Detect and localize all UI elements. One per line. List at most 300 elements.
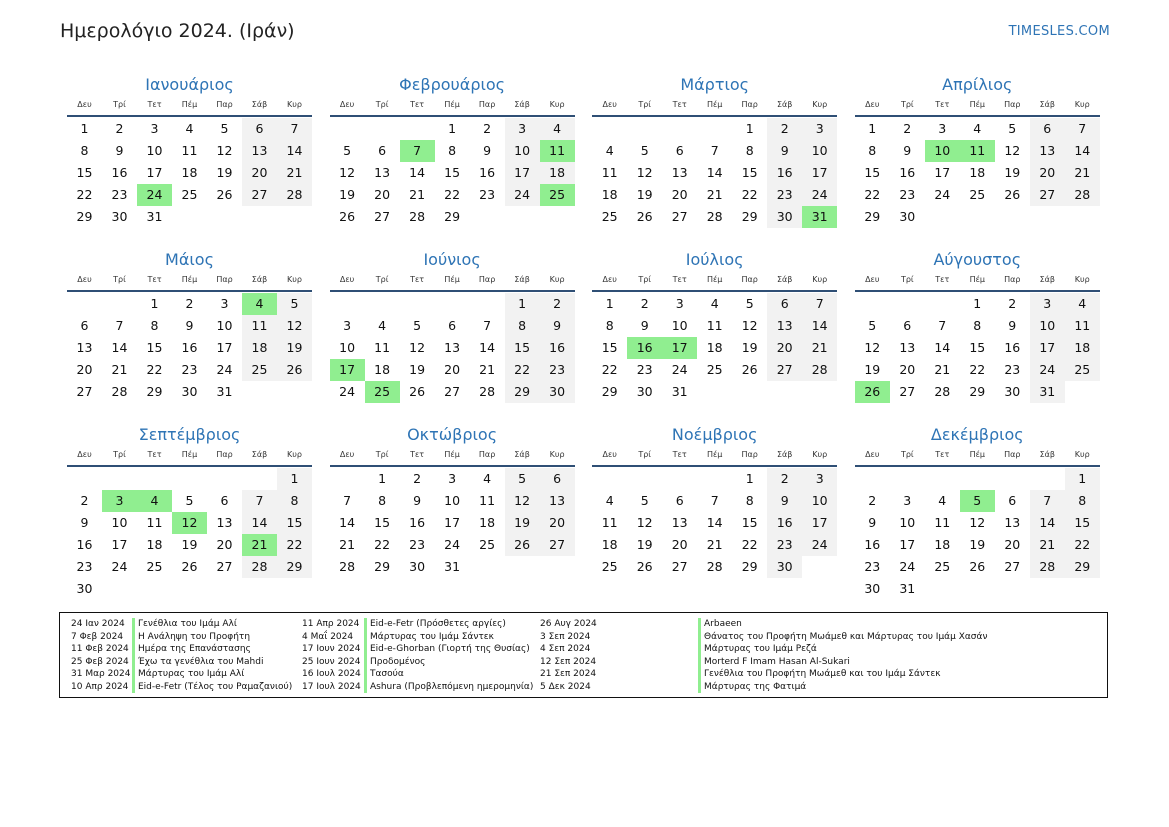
day-cell: 3	[150, 121, 159, 136]
holiday-date: 17 Ιουν 2024	[302, 644, 361, 654]
day-cell: 25	[601, 559, 618, 574]
day-cell: 1	[605, 296, 614, 311]
day-cell: 12	[277, 315, 312, 337]
day-cell: 2	[767, 468, 802, 490]
day-cell: 18	[146, 537, 163, 552]
day-cell: 26	[636, 209, 653, 224]
day-cell: 27	[671, 559, 688, 574]
day-cell: 30	[767, 206, 802, 228]
day-cell: 15	[374, 515, 391, 530]
day-cell: 2	[115, 121, 124, 136]
day-cell: 25	[146, 559, 163, 574]
day-cell: 17	[899, 537, 916, 552]
day-cell: 5	[868, 318, 877, 333]
empty-cell	[102, 468, 137, 490]
day-cell: 17	[802, 512, 837, 534]
day-cell: 3	[343, 318, 352, 333]
weekday-label: Κυρ	[549, 275, 565, 284]
month-block	[855, 74, 1100, 249]
weekday-label: Σάβ	[776, 100, 793, 109]
weekday-label: Τετ	[935, 100, 950, 109]
day-cell: 31	[899, 581, 916, 596]
empty-cell	[207, 468, 242, 490]
holiday-date: 5 Δεκ 2024	[540, 681, 591, 692]
weekday-label: Δευ	[865, 100, 880, 109]
day-cell: 18	[479, 515, 496, 530]
day-cell: 14	[802, 315, 837, 337]
day-cell: 4	[483, 471, 492, 486]
holiday-day-cell: 31	[802, 206, 837, 228]
holiday-name: Τασούα	[364, 668, 533, 681]
weekday-label: Δευ	[77, 450, 92, 459]
day-cell: 20	[767, 337, 802, 359]
day-cell: 27	[76, 384, 93, 399]
day-cell: 21	[706, 187, 723, 202]
day-cell: 5	[413, 318, 422, 333]
weekday-label: Τετ	[147, 275, 162, 284]
month-name: Μάρτιος	[680, 75, 750, 94]
day-cell: 20	[374, 187, 391, 202]
day-cell: 21	[339, 537, 356, 552]
days-grid	[67, 118, 312, 228]
day-cell: 4	[710, 296, 719, 311]
day-cell: 22	[277, 534, 312, 556]
day-cell: 8	[448, 143, 457, 158]
day-cell: 4	[540, 118, 575, 140]
day-cell: 30	[111, 209, 128, 224]
day-cell: 7	[938, 318, 947, 333]
day-cell: 4	[605, 493, 614, 508]
day-cell: 14	[1030, 512, 1065, 534]
weekday-label: Τρί	[638, 100, 652, 109]
day-cell: 10	[1030, 315, 1065, 337]
day-cell: 19	[505, 512, 540, 534]
day-cell: 2	[80, 493, 89, 508]
day-cell: 13	[671, 165, 688, 180]
day-cell: 7	[802, 293, 837, 315]
empty-cell	[855, 293, 890, 315]
day-cell: 28	[1065, 184, 1100, 206]
day-cell: 27	[1030, 184, 1065, 206]
day-cell: 29	[864, 209, 881, 224]
day-cell: 3	[448, 471, 457, 486]
empty-cell	[627, 468, 662, 490]
holiday-day-cell: 11	[540, 140, 575, 162]
holidays-box	[59, 612, 1108, 698]
holiday-names-column	[364, 618, 533, 693]
holiday-date: 25 Φεβ 2024	[71, 656, 129, 667]
holiday-dates-column	[71, 618, 131, 693]
holiday-name: Μάρτυρας της Φατιμά	[698, 681, 987, 694]
day-cell: 6	[242, 118, 277, 140]
weekday-label: Τετ	[935, 450, 950, 459]
day-cell: 19	[339, 187, 356, 202]
day-cell: 3	[802, 468, 837, 490]
day-cell: 12	[636, 515, 653, 530]
holiday-name: Eid-e-Fetr (Πρόσθετες αργίες)	[364, 618, 533, 631]
days-grid	[855, 468, 1100, 600]
day-cell: 27	[899, 384, 916, 399]
day-cell: 12	[864, 340, 881, 355]
day-cell: 21	[802, 337, 837, 359]
site-link[interactable]: TIMESLES.COM	[1008, 24, 1110, 39]
day-cell: 19	[636, 537, 653, 552]
weekday-header	[592, 97, 837, 117]
weekday-header	[855, 447, 1100, 467]
weekday-label: Δευ	[339, 100, 355, 109]
day-cell: 16	[864, 537, 881, 552]
day-cell: 1	[505, 293, 540, 315]
day-cell: 8	[505, 315, 540, 337]
day-cell: 11	[242, 315, 277, 337]
weekday-label: Κυρ	[287, 100, 302, 109]
day-cell: 28	[111, 384, 128, 399]
day-cell: 19	[969, 537, 986, 552]
days-grid	[592, 118, 837, 228]
day-cell: 11	[934, 515, 951, 530]
holiday-day-cell: 21	[242, 534, 277, 556]
day-cell: 18	[374, 362, 391, 377]
day-cell: 14	[339, 515, 356, 530]
day-cell: 15	[969, 340, 986, 355]
day-cell: 22	[146, 362, 163, 377]
day-cell: 11	[1065, 315, 1100, 337]
empty-cell	[627, 118, 662, 140]
holiday-name: Ashura (Προβλεπόμενη ημερομηνία)	[364, 681, 533, 694]
day-cell: 4	[1065, 293, 1100, 315]
day-cell: 16	[479, 165, 496, 180]
day-cell: 19	[216, 165, 233, 180]
day-cell: 10	[146, 143, 163, 158]
day-cell: 28	[706, 209, 723, 224]
weekday-label: Τρί	[375, 450, 389, 459]
day-cell: 15	[601, 340, 618, 355]
day-cell: 18	[969, 165, 986, 180]
day-cell: 13	[1030, 140, 1065, 162]
holiday-name: Έχω τα γενέθλια του Mahdi	[132, 656, 292, 669]
day-cell: 22	[601, 362, 618, 377]
day-cell: 20	[899, 362, 916, 377]
weekday-label: Σάβ	[251, 100, 268, 109]
day-cell: 13	[216, 515, 233, 530]
holiday-day-cell: 3	[102, 490, 137, 512]
day-cell: 23	[899, 187, 916, 202]
weekday-label: Σάβ	[514, 100, 530, 109]
day-cell: 25	[706, 362, 723, 377]
day-cell: 15	[505, 337, 540, 359]
day-cell: 29	[741, 559, 758, 574]
empty-cell	[172, 468, 207, 490]
weekday-label: Δευ	[602, 450, 617, 459]
holiday-day-cell: 7	[400, 140, 435, 162]
day-cell: 25	[242, 359, 277, 381]
day-cell: 6	[540, 468, 575, 490]
holiday-day-cell: 5	[960, 490, 995, 512]
day-cell: 13	[76, 340, 93, 355]
day-cell: 28	[277, 184, 312, 206]
holiday-day-cell: 10	[925, 140, 960, 162]
day-cell: 7	[1030, 490, 1065, 512]
day-cell: 13	[767, 315, 802, 337]
holiday-day-cell: 25	[540, 184, 575, 206]
day-cell: 28	[1030, 556, 1065, 578]
weekday-label: Σάβ	[776, 450, 793, 459]
weekday-label: Δευ	[77, 100, 92, 109]
weekday-label: Τετ	[672, 450, 687, 459]
day-cell: 14	[409, 165, 426, 180]
day-cell: 26	[1004, 187, 1021, 202]
day-cell: 28	[802, 359, 837, 381]
month-block	[592, 74, 837, 249]
day-cell: 14	[706, 165, 723, 180]
day-cell: 7	[710, 143, 719, 158]
day-cell: 13	[540, 490, 575, 512]
holiday-name: Morterd F Imam Hasan Al-Sukari	[698, 656, 987, 669]
day-cell: 20	[671, 187, 688, 202]
day-cell: 30	[864, 581, 881, 596]
day-cell: 12	[505, 490, 540, 512]
weekday-label: Πέμ	[444, 100, 460, 109]
day-cell: 24	[444, 537, 461, 552]
holiday-name: Θάνατος του Προφήτη Μωάμεθ και Μάρτυρας του Ιμάμ Χασάν	[698, 631, 987, 644]
day-cell: 4	[938, 493, 947, 508]
holiday-date: 24 Ιαν 2024	[71, 619, 125, 629]
month-name: Σεπτέμβριος	[138, 425, 241, 444]
day-cell: 15	[741, 515, 758, 530]
weekday-label: Τετ	[672, 100, 687, 109]
holiday-date: 16 Ιουλ 2024	[302, 669, 361, 679]
holiday-name: Eid-e-Fetr (Τέλος του Ραμαζανιού)	[132, 681, 292, 694]
day-cell: 19	[864, 362, 881, 377]
empty-cell	[662, 118, 697, 140]
day-cell: 26	[505, 534, 540, 556]
day-cell: 5	[185, 493, 194, 508]
day-cell: 11	[706, 318, 723, 333]
day-cell: 2	[868, 493, 877, 508]
day-cell: 22	[1065, 534, 1100, 556]
weekday-label: Παρ	[741, 100, 758, 109]
day-cell: 21	[1065, 162, 1100, 184]
empty-cell	[592, 118, 627, 140]
month-name: Αύγουστος	[933, 250, 1022, 269]
day-cell: 8	[277, 490, 312, 512]
day-cell: 8	[378, 493, 387, 508]
weekday-label: Τετ	[410, 450, 425, 459]
holiday-name: Γενέθλια του Ιμάμ Αλί	[132, 618, 292, 631]
day-cell: 18	[601, 537, 618, 552]
day-cell: 11	[601, 515, 618, 530]
empty-cell	[855, 468, 890, 490]
day-cell: 9	[767, 490, 802, 512]
day-cell: 14	[242, 512, 277, 534]
weekday-label: Παρ	[216, 450, 233, 459]
weekday-label: Κυρ	[1074, 275, 1090, 284]
day-cell: 29	[969, 384, 986, 399]
day-cell: 16	[1004, 340, 1021, 355]
day-cell: 24	[934, 187, 951, 202]
day-cell: 17	[146, 165, 163, 180]
day-cell: 29	[277, 556, 312, 578]
day-cell: 15	[741, 165, 758, 180]
empty-cell	[365, 293, 400, 315]
holiday-date: 4 Μαΐ 2024	[302, 631, 354, 642]
day-cell: 14	[1065, 140, 1100, 162]
day-cell: 10	[505, 140, 540, 162]
weekday-label: Κυρ	[812, 450, 828, 459]
empty-cell	[67, 293, 102, 315]
day-cell: 19	[409, 362, 426, 377]
day-cell: 22	[969, 362, 986, 377]
day-cell: 17	[444, 515, 461, 530]
empty-cell	[592, 468, 627, 490]
day-cell: 23	[540, 359, 575, 381]
weekday-label: Κυρ	[549, 450, 565, 459]
day-cell: 11	[479, 493, 496, 508]
day-cell: 8	[745, 143, 754, 158]
weekday-label: Τρί	[375, 275, 389, 284]
day-cell: 18	[181, 165, 198, 180]
day-cell: 27	[444, 384, 461, 399]
month-block	[855, 424, 1100, 599]
day-cell: 18	[706, 340, 723, 355]
weekday-label: Τετ	[935, 275, 950, 284]
weekday-label: Πέμ	[969, 450, 985, 459]
day-cell: 16	[767, 162, 802, 184]
day-cell: 31	[444, 559, 461, 574]
weekday-label: Τετ	[410, 275, 425, 284]
day-cell: 9	[80, 515, 89, 530]
day-cell: 8	[745, 493, 754, 508]
weekday-header	[592, 272, 837, 292]
weekday-label: Κυρ	[549, 100, 565, 109]
day-cell: 13	[1004, 515, 1021, 530]
day-cell: 31	[216, 384, 233, 399]
weekday-label: Σάβ	[514, 450, 530, 459]
day-cell: 25	[479, 537, 496, 552]
day-cell: 5	[343, 143, 352, 158]
day-cell: 24	[1030, 359, 1065, 381]
empty-cell	[697, 118, 732, 140]
day-cell: 16	[111, 165, 128, 180]
weekday-header	[67, 447, 312, 467]
day-cell: 27	[216, 559, 233, 574]
holiday-day-cell: 12	[172, 512, 207, 534]
day-cell: 17	[1030, 337, 1065, 359]
day-cell: 7	[483, 318, 492, 333]
day-cell: 7	[242, 490, 277, 512]
empty-cell	[995, 468, 1030, 490]
day-cell: 6	[675, 493, 684, 508]
day-cell: 23	[76, 559, 93, 574]
holiday-date: 4 Σεπ 2024	[540, 644, 591, 654]
day-cell: 14	[706, 515, 723, 530]
day-cell: 5	[277, 293, 312, 315]
day-cell: 27	[767, 359, 802, 381]
day-cell: 17	[934, 165, 951, 180]
day-cell: 10	[802, 490, 837, 512]
day-cell: 14	[934, 340, 951, 355]
day-cell: 24	[671, 362, 688, 377]
day-cell: 30	[181, 384, 198, 399]
weekday-label: Σάβ	[514, 275, 530, 284]
day-cell: 3	[903, 493, 912, 508]
day-cell: 23	[181, 362, 198, 377]
day-cell: 3	[1030, 293, 1065, 315]
day-cell: 9	[1008, 318, 1017, 333]
day-cell: 13	[671, 515, 688, 530]
day-cell: 15	[277, 512, 312, 534]
weekday-label: Πέμ	[444, 275, 460, 284]
day-cell: 6	[448, 318, 457, 333]
day-cell: 8	[1065, 490, 1100, 512]
weekday-label: Τετ	[147, 100, 162, 109]
day-cell: 11	[374, 340, 391, 355]
day-cell: 28	[409, 209, 426, 224]
empty-cell	[890, 468, 925, 490]
day-cell: 1	[868, 121, 877, 136]
days-grid	[330, 118, 575, 228]
day-cell: 7	[277, 118, 312, 140]
holiday-day-cell: 4	[137, 490, 172, 512]
holiday-date: 21 Σεπ 2024	[540, 669, 597, 679]
day-cell: 29	[601, 384, 618, 399]
weekday-label: Τρί	[900, 275, 914, 284]
weekday-label: Παρ	[478, 100, 496, 109]
day-cell: 9	[483, 143, 492, 158]
holiday-day-cell: 17	[330, 359, 365, 381]
day-cell: 20	[216, 537, 233, 552]
day-cell: 10	[216, 318, 233, 333]
day-cell: 14	[277, 140, 312, 162]
day-cell: 16	[181, 340, 198, 355]
day-cell: 17	[505, 162, 540, 184]
weekday-label: Παρ	[478, 275, 496, 284]
weekday-label: Πέμ	[181, 100, 198, 109]
empty-cell	[697, 468, 732, 490]
day-cell: 13	[242, 140, 277, 162]
holiday-names-column	[132, 618, 292, 693]
weekday-label: Κυρ	[1074, 450, 1090, 459]
day-cell: 8	[973, 318, 982, 333]
day-cell: 23	[479, 187, 496, 202]
day-cell: 23	[636, 362, 653, 377]
day-cell: 23	[767, 184, 802, 206]
day-cell: 31	[146, 209, 163, 224]
days-grid	[855, 118, 1100, 228]
day-cell: 26	[339, 209, 356, 224]
day-cell: 5	[1008, 121, 1017, 136]
weekday-label: Σάβ	[776, 275, 793, 284]
day-cell: 12	[409, 340, 426, 355]
day-cell: 9	[540, 315, 575, 337]
day-cell: 8	[80, 143, 89, 158]
day-cell: 13	[899, 340, 916, 355]
holiday-name: Arbaeen	[698, 618, 987, 631]
weekday-label: Τετ	[410, 100, 425, 109]
weekday-label: Τετ	[147, 450, 162, 459]
day-cell: 1	[80, 121, 89, 136]
day-cell: 25	[934, 559, 951, 574]
day-cell: 19	[1004, 165, 1021, 180]
days-grid	[592, 468, 837, 578]
day-cell: 31	[1030, 381, 1065, 403]
day-cell: 2	[413, 471, 422, 486]
day-cell: 26	[181, 559, 198, 574]
days-grid	[330, 468, 575, 578]
day-cell: 25	[969, 187, 986, 202]
day-cell: 26	[636, 559, 653, 574]
day-cell: 9	[413, 493, 422, 508]
